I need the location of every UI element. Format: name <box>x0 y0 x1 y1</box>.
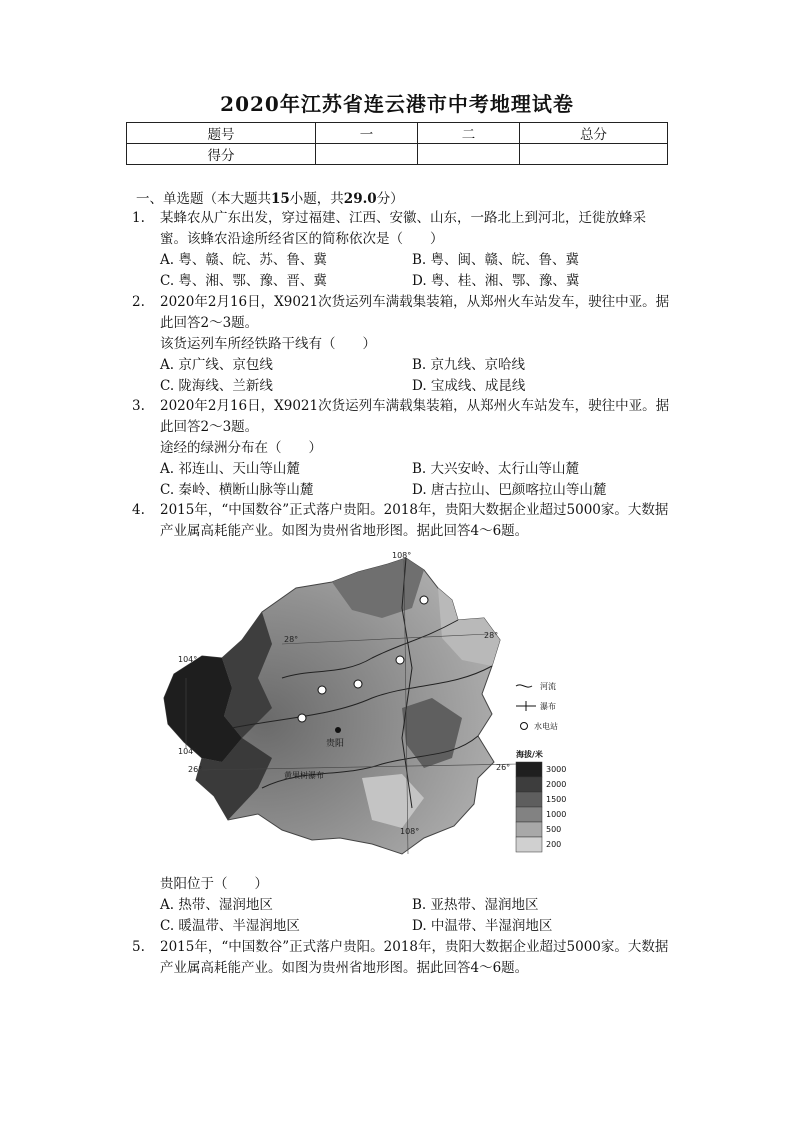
hydropower-station-icon <box>420 596 428 604</box>
question-stem: 2015年，“中国数谷”正式落户贵阳。2018年，贵阳大数据企业超过5000家。大数据产业属高耗能产业。如图为贵州省地形图。据此回答4～6题。 <box>160 502 669 539</box>
hydropower-station-icon <box>318 686 326 694</box>
option-a[interactable]: A. 粤、赣、皖、苏、鲁、冀 <box>160 252 327 268</box>
question-4 <box>132 500 672 542</box>
score-header-cell: 总分 <box>520 123 668 144</box>
options <box>160 250 672 292</box>
elevation-label: 2000 <box>546 780 567 789</box>
question-2 <box>132 292 672 397</box>
lon-label-108-top: 108° <box>392 551 412 560</box>
lat-label-28-left: 28° <box>284 635 299 644</box>
option-b[interactable]: B. 大兴安岭、太行山等山麓 <box>412 461 580 477</box>
score-header-cell: 一 <box>316 123 418 144</box>
question-number: 5. <box>132 939 145 955</box>
elevation-scale <box>516 762 566 852</box>
province-shape <box>164 558 500 854</box>
question-number: 2. <box>132 294 145 310</box>
question-number: 3. <box>132 398 145 414</box>
option-b[interactable]: B. 京九线、京哈线 <box>412 357 526 373</box>
option-c[interactable]: C. 秦岭、横断山脉等山麓 <box>160 482 314 498</box>
score-cell <box>520 144 668 165</box>
option-d[interactable]: D. 宝成线、成昆线 <box>412 378 526 394</box>
question-1 <box>132 208 672 292</box>
lon-label-104-top: 104° <box>178 655 198 664</box>
question-stem: 2015年，“中国数谷”正式落户贵阳。2018年，贵阳大数据企业超过5000家。大数据产业属高耗能产业。如图为贵州省地形图。据此回答4～6题。 <box>160 939 669 976</box>
question-subprompt: 该货运列车所经铁路干线有（ ） <box>160 336 376 352</box>
elevation-swatch <box>516 777 542 792</box>
question-5 <box>132 937 672 979</box>
elevation-label: 3000 <box>546 765 567 774</box>
option-b[interactable]: B. 亚热带、湿润地区 <box>412 897 539 913</box>
score-cell <box>316 144 418 165</box>
score-table-row <box>127 144 668 165</box>
question-subprompt: 途经的绿洲分布在（ ） <box>160 440 322 456</box>
hydropower-station-icon <box>298 714 306 722</box>
guizhou-terrain-map <box>162 548 582 864</box>
question-stem: 2020年2月16日，X9021次货运列车满载集装箱，从郑州火车站发车，驶往中亚。据此回答2～3题。 <box>160 398 670 435</box>
lon-label-108-bottom: 108° <box>400 827 420 836</box>
option-d[interactable]: D. 唐古拉山、巴颜喀拉山等山麓 <box>412 482 607 498</box>
score-cell <box>418 144 520 165</box>
option-b[interactable]: B. 粤、闽、赣、皖、鲁、冀 <box>412 252 580 268</box>
city-marker-icon <box>335 727 341 733</box>
question-3 <box>132 396 672 501</box>
lat-label-26-right: 26° <box>496 763 511 772</box>
waterfall-label: 黄果树瀑布 <box>284 771 324 780</box>
station-legend-icon <box>521 723 528 730</box>
elevation-swatch <box>516 807 542 822</box>
question-subprompt: 贵阳位于（ ） <box>160 876 268 892</box>
lon-label-104-bottom: 104° <box>178 747 198 756</box>
legend-elevation-title: 海拔/米 <box>516 750 543 759</box>
hydropower-station-icon <box>396 656 404 664</box>
legend-falls-label: 瀑布 <box>540 702 556 711</box>
option-c[interactable]: C. 粤、湘、鄂、豫、晋、冀 <box>160 273 327 289</box>
question-number: 4. <box>132 502 145 518</box>
elevation-swatch <box>516 792 542 807</box>
option-d[interactable]: D. 中温带、半湿润地区 <box>412 918 553 934</box>
section-prefix: 一、单选题（本大题共 <box>136 191 271 207</box>
options <box>160 459 672 501</box>
score-header-cell: 二 <box>418 123 520 144</box>
city-label: 贵阳 <box>326 739 345 749</box>
score-table-header <box>127 123 668 144</box>
question-4-continued <box>132 874 672 937</box>
elevation-swatch <box>516 822 542 837</box>
lat-label-26-left: 26° <box>188 765 203 774</box>
score-row-label: 得分 <box>127 144 316 165</box>
section-suffix: 分） <box>376 191 404 207</box>
section-heading <box>136 187 404 207</box>
elevation-label: 200 <box>546 840 562 849</box>
option-d[interactable]: D. 粤、桂、湘、鄂、豫、冀 <box>412 273 580 289</box>
question-number: 1. <box>132 210 145 226</box>
elevation-label: 500 <box>546 825 562 834</box>
legend-river-label: 河流 <box>540 682 556 691</box>
legend-station-label: 水电站 <box>534 722 558 731</box>
option-a[interactable]: A. 热带、湿润地区 <box>160 897 273 913</box>
elevation-label: 1000 <box>546 810 567 819</box>
option-c[interactable]: C. 暖温带、半湿润地区 <box>160 918 300 934</box>
score-table <box>126 122 668 165</box>
elevation-swatch <box>516 762 542 777</box>
option-a[interactable]: A. 京广线、京包线 <box>160 357 273 373</box>
river-legend-icon <box>516 685 532 687</box>
section-points: 29.0 <box>343 191 377 207</box>
elevation-swatch <box>516 837 542 852</box>
option-c[interactable]: C. 陇海线、兰新线 <box>160 378 273 394</box>
score-header-cell: 题号 <box>127 123 316 144</box>
question-stem: 2020年2月16日，X9021次货运列车满载集装箱，从郑州火车站发车，驶往中亚。据此回答2～3题。 <box>160 294 670 331</box>
hydropower-station-icon <box>354 680 362 688</box>
page-title: 2020年江苏省连云港市中考地理试卷 <box>220 92 574 116</box>
question-stem: 某蜂农从广东出发，穿过福建、江西、安徽、山东，一路北上到河北，迁徙放蜂采蜜。该蜂农沿途所经省区的简称依次是（ ） <box>160 210 646 247</box>
option-a[interactable]: A. 祁连山、天山等山麓 <box>160 461 300 477</box>
lat-label-28-right: 28° <box>484 631 499 640</box>
section-mid: 小题，共 <box>289 191 344 207</box>
elevation-label: 1500 <box>546 795 567 804</box>
options <box>160 895 672 937</box>
section-count: 15 <box>271 191 290 207</box>
map-legend <box>515 681 566 852</box>
options <box>160 355 672 397</box>
